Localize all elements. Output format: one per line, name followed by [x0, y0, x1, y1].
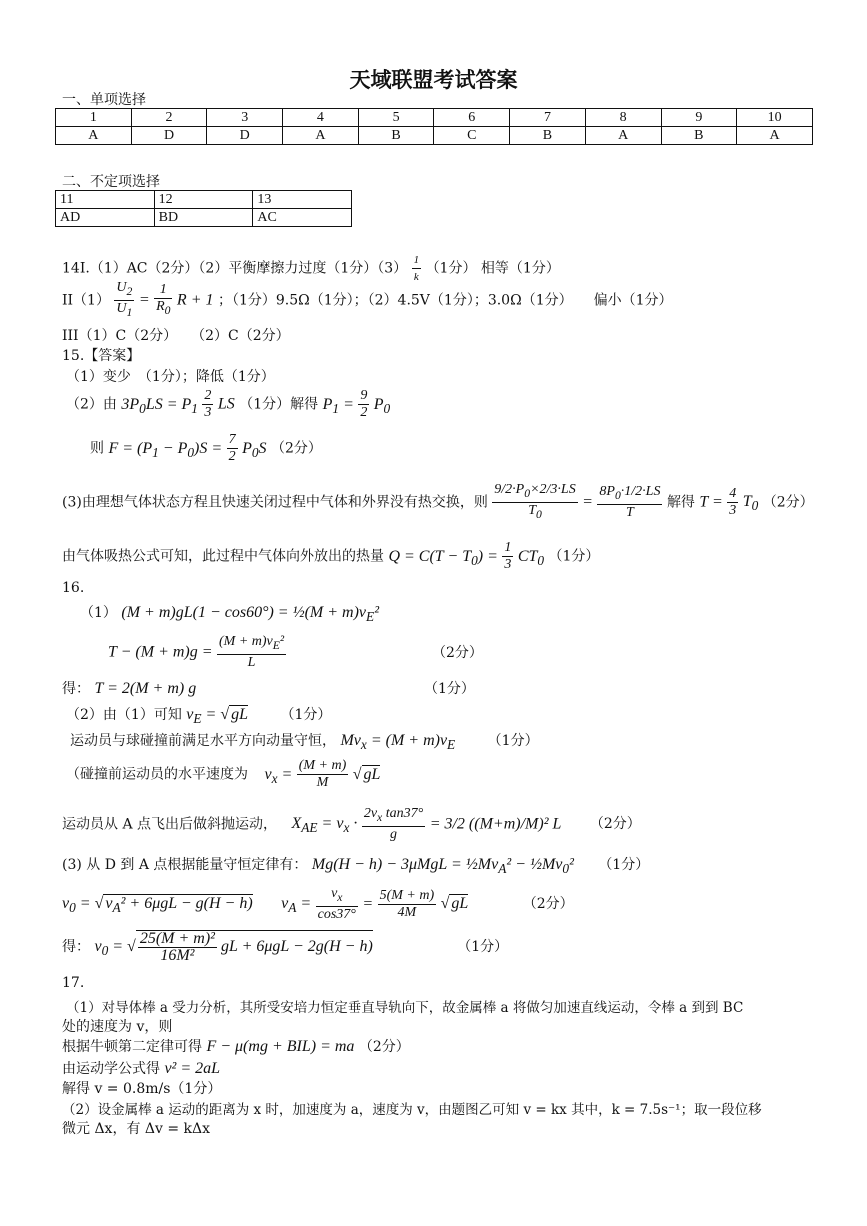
number-cell: 11 — [56, 191, 155, 209]
formula: $X_{AE} = v_x$ · — [291, 815, 358, 836]
formula: $v_x$ = — [264, 765, 293, 786]
answer-cell: A — [56, 127, 132, 145]
formula: T = 2(M + m) g — [94, 680, 197, 697]
formula: $\frac{8P_0\cdot 1/2\cdot LS}{T}$ — [599, 483, 661, 520]
q16-line8-text: (3) 从 D 到 A 点根据能量守恒定律有： — [62, 857, 308, 873]
q16-score-b: （1分） — [424, 681, 475, 697]
q17-label: 17. — [62, 975, 85, 991]
q15-line2-prefix: （2）由 — [66, 396, 117, 413]
table-row — [56, 191, 352, 209]
q15-line4-suffix: （2分） — [762, 494, 814, 511]
q15-line4-prefix: (3)由理想气体状态方程且快速关闭过程中气体和外界没有热交换，则 — [62, 494, 488, 511]
formula: $v_0$ = √ $\frac{\text{25(M + m)²}}{\text{16M²}}$ gL + 6μgL − 2g(H − h) — [94, 930, 373, 964]
q16-line7-text: 运动员从 A 点飞出后做斜抛运动， — [62, 816, 278, 833]
single-choice-table — [55, 108, 813, 145]
formula: $\frac{2}{3}$ — [204, 388, 212, 420]
answer-cell: B — [661, 127, 737, 145]
formula: $P_0S$ — [242, 439, 267, 460]
q15-line3-prefix: 则 — [90, 440, 104, 457]
formula: $\frac{U_2}{U_1}$ — [116, 280, 133, 319]
q16-label: 16. — [62, 580, 85, 596]
formula: $\frac{7}{2}$ — [228, 432, 236, 464]
q14-part1-text-2: （1分） 相等（1分） — [425, 260, 560, 277]
formula: $3P_0LS = P_1$ — [121, 395, 198, 416]
q17-line2: 处的速度为 v，则 — [62, 1019, 173, 1035]
answer-cell: C — [434, 127, 510, 145]
q16-line10 — [62, 930, 508, 964]
q15-line2 — [66, 388, 390, 421]
answer-cell: B — [358, 127, 434, 145]
number-cell: 5 — [358, 109, 434, 127]
q16-line2 — [108, 634, 286, 671]
section1-heading: 一、单项选择 — [62, 92, 146, 108]
q14-part1-text: 14I.（1）AC（2分）（2）平衡摩擦力过度（1分）（3） — [62, 260, 408, 277]
formula: T − (M + m)g = — [108, 643, 213, 661]
formula: = — [138, 291, 150, 309]
q16-line4-prefix: （2）由（1）可知 — [66, 707, 182, 723]
q17-line3-prefix: 根据牛顿第二定律可得 — [62, 1039, 202, 1055]
q16-score-h: （1分） — [457, 939, 509, 956]
q15-line3 — [90, 432, 322, 465]
q14-part3: III（1）C（2分） （2）C（2分） — [62, 328, 290, 344]
table-row — [56, 109, 813, 127]
q14-part2-prefix: II（1） — [62, 292, 110, 309]
number-cell: 10 — [737, 109, 813, 127]
formula: $T_0$ — [742, 493, 759, 514]
q16-line4 — [66, 704, 331, 727]
formula: $Q = C(T - T_0)$ = — [388, 547, 498, 568]
formula: $Mg(H - h) - 3\mu MgL = \frac{1}{2}Mv_A^2$ − $\frac{1}{2}Mv_0^2$ — [311, 856, 574, 877]
q15-line5-prefix: 由气体吸热公式可知，此过程中气体向外放出的热量 — [62, 548, 384, 565]
number-cell: 13 — [253, 191, 352, 209]
q17-line6: （2）设金属棒 a 运动的距离为 x 时，加速度为 a，速度为 v，由题图乙可知 v = kx 其中，k = 7.5s⁻¹；取一段位移 — [62, 1102, 762, 1118]
multi-choice-table — [55, 190, 352, 227]
formula: v² = 2aL — [164, 1060, 221, 1077]
formula: $\frac{5(M + m)}{4M}$ — [379, 887, 435, 920]
answer-cell: D — [131, 127, 207, 145]
formula: $\frac{9/2\cdot P_0\times 2/3\cdot LS}{T_0}$ — [494, 482, 576, 521]
q15-line5 — [62, 540, 599, 573]
q16-line10-prefix: 得： — [62, 939, 90, 956]
q16-line1 — [80, 602, 379, 625]
number-cell: 3 — [207, 109, 283, 127]
formula: $v_A$ = — [281, 895, 312, 916]
number-cell: 8 — [585, 109, 661, 127]
q16-line9 — [62, 886, 574, 923]
formula: = — [582, 493, 593, 511]
formula: = 3/2 ((M+m)/M)² L — [429, 815, 562, 833]
formula: $\frac{v_x}{\cos 37^\circ}$ — [317, 886, 356, 922]
q16-line6-text: （碰撞前运动员的水平速度为 — [66, 766, 248, 783]
section2-heading: 二、不定项选择 — [62, 174, 160, 190]
formula: $\frac{9}{2}$ — [360, 388, 368, 420]
answer-cell: A — [737, 127, 813, 145]
formula: $v_0$ = √ $v_A^2 + 6\mu gL - g(H - h)$ — [62, 895, 253, 916]
formula: $\frac{1}{R_0}$ — [156, 281, 171, 317]
formula: $\frac{(M + m)}{M}$ — [298, 758, 347, 790]
formula: $Mv_x = (M + m)v_E$ — [340, 732, 456, 753]
q16-score-c: （1分） — [280, 707, 332, 723]
answer-cell: AC — [253, 209, 352, 227]
q14-part2-suffix: ；（1分）9.5Ω（1分）；（2）4.5V（1分）；3.0Ω（1分） 偏小（1分） — [217, 292, 673, 309]
q16-line8 — [62, 854, 649, 877]
q16-line5-text: 运动员与球碰撞前满足水平方向动量守恒， — [70, 733, 336, 749]
page-title: 天域联盟考试答案 — [349, 68, 518, 92]
formula: $P_0$ — [373, 395, 391, 416]
answer-cell: D — [207, 127, 283, 145]
formula: = — [362, 895, 374, 913]
q15-label: 15.【答案】 — [62, 348, 141, 364]
q16-line5 — [70, 730, 539, 753]
answer-cell: B — [510, 127, 586, 145]
q17-line1: （1）对导体棒 a 受力分析，其所受安培力恒定垂直导轨向下，故金属棒 a 将做匀加速直线运动，令棒 a 到到 BC — [66, 1000, 744, 1016]
table-row — [56, 127, 813, 145]
q14-part2 — [62, 280, 673, 321]
q16-score-a: （2分） — [432, 645, 483, 661]
answer-cell: AD — [56, 209, 155, 227]
formula: $\frac{(M + m)v_E^2}{L}$ — [219, 634, 285, 670]
formula: R + 1 — [176, 291, 214, 309]
q16-line1-prefix: （1） — [80, 605, 117, 621]
q15-line4-mid: 解得 — [666, 494, 695, 511]
q16-score-e: （2分） — [589, 816, 641, 833]
q17-line7: 微元 Δx，有 Δv = kΔx — [62, 1121, 211, 1137]
formula: √ gL — [440, 895, 469, 913]
formula: $\frac{4}{3}$ — [729, 485, 737, 518]
q16-score-f: （1分） — [598, 857, 650, 873]
formula: LS — [217, 395, 235, 413]
answer-cell: BD — [154, 209, 253, 227]
formula: F − μ(mg + BIL) = ma — [206, 1038, 355, 1055]
formula: $CT_0$ — [517, 547, 545, 568]
formula: √ gL — [352, 765, 381, 783]
number-cell: 12 — [154, 191, 253, 209]
formula: (M + m)gL(1 − cos60°) = ½(M + $m)v_E^2$ — [121, 604, 379, 625]
q16-line3-prefix: 得： — [62, 681, 90, 697]
formula: $P_1$ = — [322, 395, 354, 416]
q17-line3 — [62, 1036, 410, 1056]
number-cell: 9 — [661, 109, 737, 127]
formula: $F = (P_1 - P_0)S$ = — [108, 439, 223, 460]
formula: $v_E$ = √ gL — [186, 706, 249, 727]
q16-line6 — [66, 758, 380, 791]
q17-line4 — [62, 1058, 220, 1078]
number-cell: 2 — [131, 109, 207, 127]
q16-line7 — [62, 806, 641, 843]
number-cell: 7 — [510, 109, 586, 127]
q15-line5-suffix: （1分） — [548, 548, 600, 565]
q17-line5: 解得 v = 0.8m/s（1分） — [62, 1081, 222, 1097]
formula: T = — [699, 493, 723, 511]
number-cell: 6 — [434, 109, 510, 127]
q16-score-d: （1分） — [487, 733, 539, 749]
answer-cell: A — [585, 127, 661, 145]
q17-line3-suffix: （2分） — [358, 1039, 410, 1055]
table-row — [56, 209, 352, 227]
formula: $\frac{2v_x \tan 37^\circ}{g}$ — [363, 806, 424, 842]
formula: $\frac{1}{k}$ — [413, 254, 420, 283]
formula: $\frac{1}{3}$ — [504, 540, 512, 572]
q15-line2-mid: （1分）解得 — [239, 396, 319, 413]
q16-line3 — [62, 678, 196, 698]
q15-line1: （1）变少 （1分）；降低（1分） — [66, 369, 275, 385]
number-cell: 1 — [56, 109, 132, 127]
q15-line3-suffix: （2分） — [270, 440, 322, 457]
q16-score-g: （2分） — [522, 896, 574, 913]
q15-line4 — [62, 482, 814, 523]
q17-line4-prefix: 由运动学公式得 — [62, 1061, 160, 1077]
answer-cell: A — [283, 127, 359, 145]
number-cell: 4 — [283, 109, 359, 127]
